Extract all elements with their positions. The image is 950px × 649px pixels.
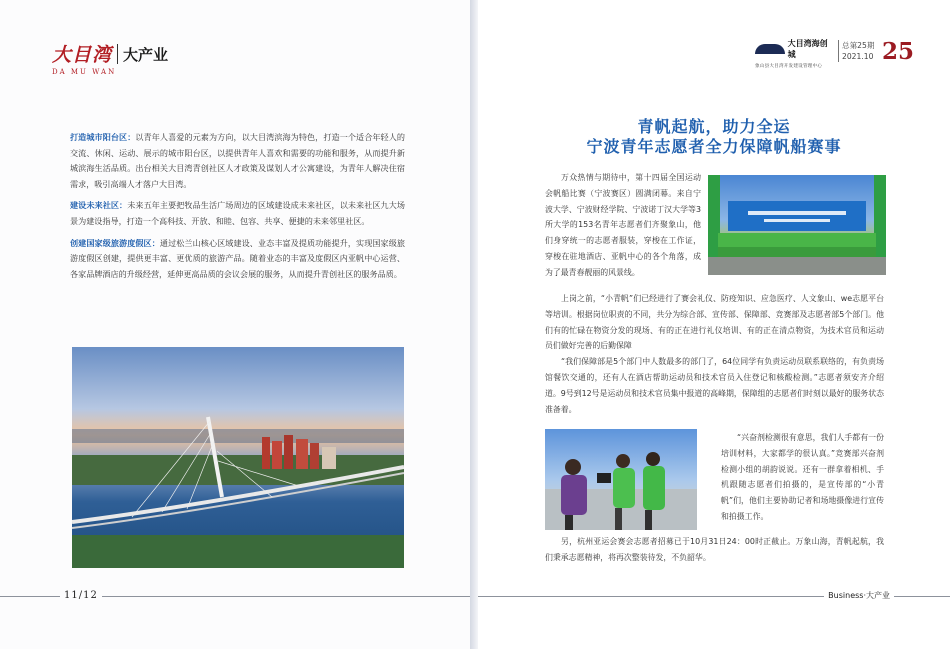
- volunteer-group-photo: [708, 175, 886, 275]
- paragraph-text: 上岗之前，“小青帆”们已经进行了赛会礼仪、防疫知识、应急医疗、人文象山、we志愿平台等培训。根据岗位职责的不同，共分为综合部、宣传部、保障部、竞赛部及志愿者部5个部门。他们有的忙碌在物资分发的现场、有的正在进行礼仪培训、有的正在清点物资，为技术官员和运动员们做好完善的后勤保障: [545, 294, 884, 351]
- right-page: [478, 0, 950, 649]
- brand-divider: [117, 44, 118, 64]
- article-title-line2: 宁波青年志愿者全力保障帆船赛事: [586, 137, 842, 156]
- paragraph-lead: 创建国家级旅游度假区：: [70, 237, 160, 248]
- paragraph-text: “我们保障部是5个部门中人数最多的部门了，64位同学有负责运动员联系联络的，有负责场馆餐饮交通的，还有人在酒店帮助运动员和技术官员入住登记和核酸检测。”志愿者须安齐介绍道。9号到12号是运动员和技术官员集中报道的高峰期，保障组的志愿者们时刻以最好的服务状态准备着。: [545, 357, 884, 414]
- spine-gutter: [470, 0, 478, 649]
- left-page-number: 11/12: [60, 590, 102, 601]
- bridge-aerial-photo: [72, 347, 404, 568]
- paragraph-text: 另，杭州亚运会赛会志愿者招募已于10月31日24：00时正截止。万象山海，青帆起航，我们秉承志愿精神，将再次整装待发，不负韶华。: [545, 537, 884, 562]
- volunteers-working-photo: [545, 429, 697, 530]
- publication-subtitle: 象山县大目湾开发建设管理中心: [755, 64, 823, 69]
- article-paragraph-5: [545, 534, 884, 566]
- issue-date: 2021.10: [842, 52, 874, 61]
- issue-info: [842, 40, 874, 62]
- left-article-text: [70, 130, 405, 288]
- people-photo-illustration: [545, 429, 697, 530]
- publication-logo-row: [755, 38, 835, 60]
- paragraph-text: 万众热情与期待中，第十四届全国运动会帆船比赛（宁波赛区）圆满闭幕。来自宁波大学、宁波财经学院、宁波诺丁汉大学等3所大学的153名青年志愿者们齐聚象山，他们身穿统一的志愿者服装，穿梭在工作证，穿梭在驻地酒店、亚帆中心的各个角落，成为了最青春靓丽的风景线。: [545, 173, 701, 277]
- section-title: 大产业: [123, 46, 169, 64]
- publication-logo: [755, 38, 835, 69]
- wave-logo-icon: [755, 44, 785, 54]
- article-title-line1: 青帆起航，助力全运: [637, 117, 791, 136]
- paragraph-lead: 打造城市阳台区：: [70, 132, 136, 142]
- paragraph-lead: 建设未来社区：: [70, 200, 128, 211]
- paragraph-resort: [70, 236, 405, 283]
- paragraph-body: 以青年人喜爱的元素为方向，以大目湾滨海为特色，打造一个适合年轻人的交流、休闲、运动、展示的城市阳台区，以提供青年人喜欢和需要的功能和服务，从而提升新城滨海生活品质。出台相关大目湾青创社区人才政策及谋划人才公寓建设，为青年人解决住宿需求，吸引高端人才落户大目湾。: [70, 132, 405, 189]
- paragraph-city-balcony: [70, 130, 405, 192]
- paragraph-body: 未来五年主要把牧品生活广场周边的区域建设成未来社区，以未来社区九大场景为建设指导，打造一个高科技、开放、和睦、包容、共享、便捷的未来邻里社区。: [70, 200, 405, 226]
- bridge-photo-illustration: [72, 347, 404, 568]
- left-page: [0, 0, 470, 649]
- article-paragraph-4: [721, 430, 884, 525]
- issue-divider: [838, 40, 839, 62]
- paragraph-body: 通过松兰山核心区域建设、业态丰富及提质功能提升，实现国家级旅游度假区创建，提供更丰富、更优质的旅游产品。随着业态的丰富及度假区内亚帆中心运营、各家品牌酒店的升级经营，延伸更高品质的会议会展的服务，从而提升青创社区的服务品质。: [70, 237, 405, 279]
- big-page-number: 25: [882, 38, 915, 65]
- paragraph-text: “兴奋剂检测很有意思，我们人手都有一份培训材料，大家都学的很认真。”竞赛部兴奋剂检测小组的胡韵说说。还有一群拿着相机、手机跟随志愿者们拍摄的，是宣传部的“小青帆”们，他们主要协助记者和场地摄像进行宣传和拍摄工作。: [721, 433, 884, 521]
- article-paragraph-1: [545, 170, 701, 281]
- paragraph-future-community: [70, 198, 405, 229]
- brand-logo-cn: 大目湾: [52, 44, 113, 66]
- publication-name: 大目湾海创城: [787, 38, 828, 59]
- article-paragraph-2-3: [545, 291, 884, 417]
- group-photo-illustration: [708, 175, 886, 275]
- right-footer-label: Business·大产业: [824, 590, 894, 601]
- issue-label: 总第25期: [842, 41, 875, 50]
- brand-logo: [52, 40, 116, 76]
- brand-logo-en: DA MU WAN: [52, 68, 117, 76]
